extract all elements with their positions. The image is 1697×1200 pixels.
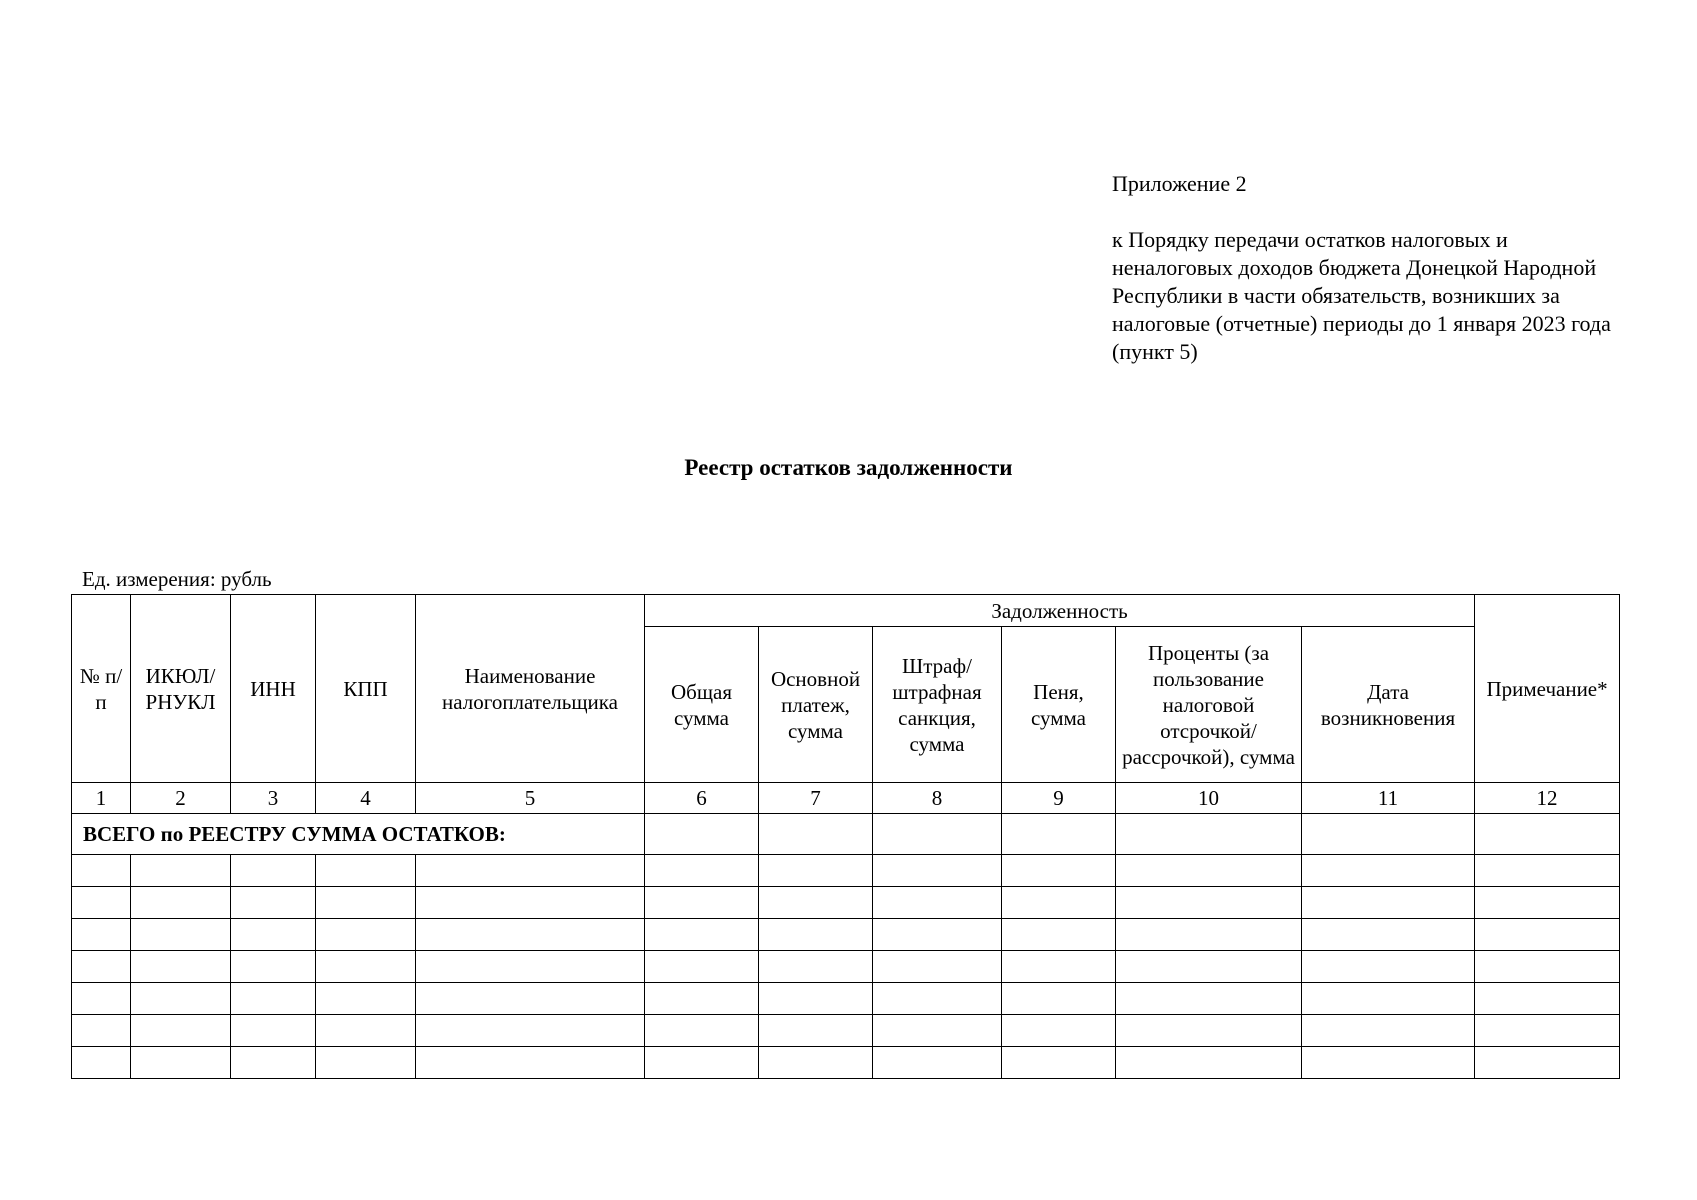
table-cell bbox=[1002, 983, 1116, 1015]
table-cell bbox=[231, 887, 316, 919]
column-index-cell: 1 bbox=[72, 783, 131, 814]
column-index-cell: 7 bbox=[759, 783, 873, 814]
table-row bbox=[72, 1047, 1620, 1079]
table-cell bbox=[72, 951, 131, 983]
table-cell bbox=[645, 951, 759, 983]
total-cell bbox=[1002, 814, 1116, 855]
column-index-cell: 3 bbox=[231, 783, 316, 814]
table-row bbox=[72, 1015, 1620, 1047]
table-cell bbox=[231, 983, 316, 1015]
column-index-cell: 12 bbox=[1475, 783, 1620, 814]
table-cell bbox=[72, 919, 131, 951]
header-col-9: Пеня, сумма bbox=[1002, 627, 1116, 783]
header-col-8: Штраф/ штрафная санкция, сумма bbox=[873, 627, 1002, 783]
table-cell bbox=[316, 887, 416, 919]
table-cell bbox=[759, 1047, 873, 1079]
header-col-11: Дата возникновения bbox=[1302, 627, 1475, 783]
header-col-7: Основной платеж, сумма bbox=[759, 627, 873, 783]
table-cell bbox=[416, 887, 645, 919]
total-cell bbox=[645, 814, 759, 855]
table-cell bbox=[416, 983, 645, 1015]
table-cell bbox=[759, 1015, 873, 1047]
register-rows bbox=[72, 855, 1620, 1079]
table-cell bbox=[231, 1015, 316, 1047]
header-col-3: ИНН bbox=[231, 595, 316, 783]
table-cell bbox=[316, 1015, 416, 1047]
table-cell bbox=[131, 855, 231, 887]
annex-title: Приложение 2 bbox=[1112, 171, 1247, 196]
table-cell bbox=[1116, 983, 1302, 1015]
table-row bbox=[72, 983, 1620, 1015]
table-row bbox=[72, 887, 1620, 919]
table-cell bbox=[1116, 951, 1302, 983]
column-index-cell: 9 bbox=[1002, 783, 1116, 814]
table-cell bbox=[72, 1047, 131, 1079]
table-cell bbox=[1302, 887, 1475, 919]
table-cell bbox=[316, 983, 416, 1015]
document-title: Реестр остатков задолженности bbox=[684, 455, 1013, 480]
table-cell bbox=[645, 887, 759, 919]
table-cell bbox=[72, 983, 131, 1015]
table-cell bbox=[873, 855, 1002, 887]
table-cell bbox=[1475, 983, 1620, 1015]
total-cell bbox=[873, 814, 1002, 855]
table-cell bbox=[231, 1047, 316, 1079]
total-row bbox=[72, 814, 1620, 855]
table-cell bbox=[131, 887, 231, 919]
table-cell bbox=[131, 919, 231, 951]
table-cell bbox=[72, 887, 131, 919]
table-cell bbox=[416, 919, 645, 951]
table-cell bbox=[759, 951, 873, 983]
table-cell bbox=[873, 1047, 1002, 1079]
table-cell bbox=[1002, 1015, 1116, 1047]
table-cell bbox=[316, 919, 416, 951]
table-cell bbox=[231, 951, 316, 983]
header-col-12: Примечание* bbox=[1475, 595, 1620, 783]
column-index-cell: 6 bbox=[645, 783, 759, 814]
table-cell bbox=[1002, 951, 1116, 983]
table-row bbox=[72, 855, 1620, 887]
table-cell bbox=[1475, 887, 1620, 919]
table-cell bbox=[1302, 1047, 1475, 1079]
table-cell bbox=[231, 919, 316, 951]
table-cell bbox=[316, 1047, 416, 1079]
table-cell bbox=[1302, 855, 1475, 887]
table-cell bbox=[131, 1047, 231, 1079]
table-cell bbox=[1475, 855, 1620, 887]
table-cell bbox=[416, 1047, 645, 1079]
table-cell bbox=[873, 1015, 1002, 1047]
table-cell bbox=[1002, 855, 1116, 887]
table-cell bbox=[316, 855, 416, 887]
column-index-row bbox=[72, 783, 1620, 814]
header-col-1: № п/п bbox=[72, 595, 131, 783]
table-cell bbox=[72, 1015, 131, 1047]
column-index-cell: 2 bbox=[131, 783, 231, 814]
table-cell bbox=[131, 951, 231, 983]
total-label: ВСЕГО по РЕЕСТРУ СУММА ОСТАТКОВ: bbox=[72, 814, 645, 855]
table-cell bbox=[1116, 855, 1302, 887]
table-row bbox=[72, 951, 1620, 983]
annex-text: к Порядку передачи остатков налоговых и неналоговых доходов бюджета Донецкой Народной Республики в части обязательств, возникших за налоговые (отчетные) периоды до 1 января 2023 года (пункт 5) bbox=[1112, 227, 1611, 364]
column-index-cell: 10 bbox=[1116, 783, 1302, 814]
table-cell bbox=[131, 983, 231, 1015]
table-cell bbox=[416, 855, 645, 887]
column-index-cell: 5 bbox=[416, 783, 645, 814]
table-row bbox=[72, 919, 1620, 951]
register-table bbox=[71, 594, 1620, 1079]
table-cell bbox=[131, 1015, 231, 1047]
total-cell bbox=[1116, 814, 1302, 855]
table-cell bbox=[645, 1015, 759, 1047]
header-col-4: КПП bbox=[316, 595, 416, 783]
table-cell bbox=[1002, 887, 1116, 919]
table-cell bbox=[645, 919, 759, 951]
total-cell bbox=[1302, 814, 1475, 855]
unit-label: Ед. измерения: рубль bbox=[82, 567, 272, 591]
annex-block bbox=[1112, 170, 1632, 366]
table-cell bbox=[1302, 1015, 1475, 1047]
table-cell bbox=[1002, 1047, 1116, 1079]
table-cell bbox=[645, 1047, 759, 1079]
table-cell bbox=[873, 983, 1002, 1015]
table-cell bbox=[1302, 983, 1475, 1015]
table-cell bbox=[1116, 1047, 1302, 1079]
table-cell bbox=[759, 919, 873, 951]
table-cell bbox=[645, 983, 759, 1015]
table-cell bbox=[873, 887, 1002, 919]
table-cell bbox=[416, 1015, 645, 1047]
table-cell bbox=[645, 855, 759, 887]
table-cell bbox=[759, 887, 873, 919]
header-col-10: Проценты (за пользование налоговой отсрочкой/ рассрочкой), сумма bbox=[1116, 627, 1302, 783]
table-cell bbox=[1116, 1015, 1302, 1047]
table-cell bbox=[1475, 1047, 1620, 1079]
table-cell bbox=[873, 951, 1002, 983]
table-cell bbox=[759, 983, 873, 1015]
column-index-cell: 11 bbox=[1302, 783, 1475, 814]
table-cell bbox=[873, 919, 1002, 951]
column-index-cell: 4 bbox=[316, 783, 416, 814]
table-cell bbox=[416, 951, 645, 983]
table-cell bbox=[316, 951, 416, 983]
table-cell bbox=[231, 855, 316, 887]
header-col-2: ИКЮЛ/ РНУКЛ bbox=[131, 595, 231, 783]
table-cell bbox=[1475, 951, 1620, 983]
column-index-cell: 8 bbox=[873, 783, 1002, 814]
header-col-5: Наименование налогоплательщика bbox=[416, 595, 645, 783]
table-cell bbox=[1475, 1015, 1620, 1047]
table-cell bbox=[1302, 951, 1475, 983]
total-cell bbox=[759, 814, 873, 855]
header-group-debt: Задолженность bbox=[645, 595, 1475, 627]
header-col-6: Общая сумма bbox=[645, 627, 759, 783]
table-cell bbox=[1116, 919, 1302, 951]
table-cell bbox=[72, 855, 131, 887]
table-cell bbox=[1475, 919, 1620, 951]
table-cell bbox=[1116, 887, 1302, 919]
table-cell bbox=[1302, 919, 1475, 951]
table-cell bbox=[759, 855, 873, 887]
table-cell bbox=[1002, 919, 1116, 951]
total-cell bbox=[1475, 814, 1620, 855]
